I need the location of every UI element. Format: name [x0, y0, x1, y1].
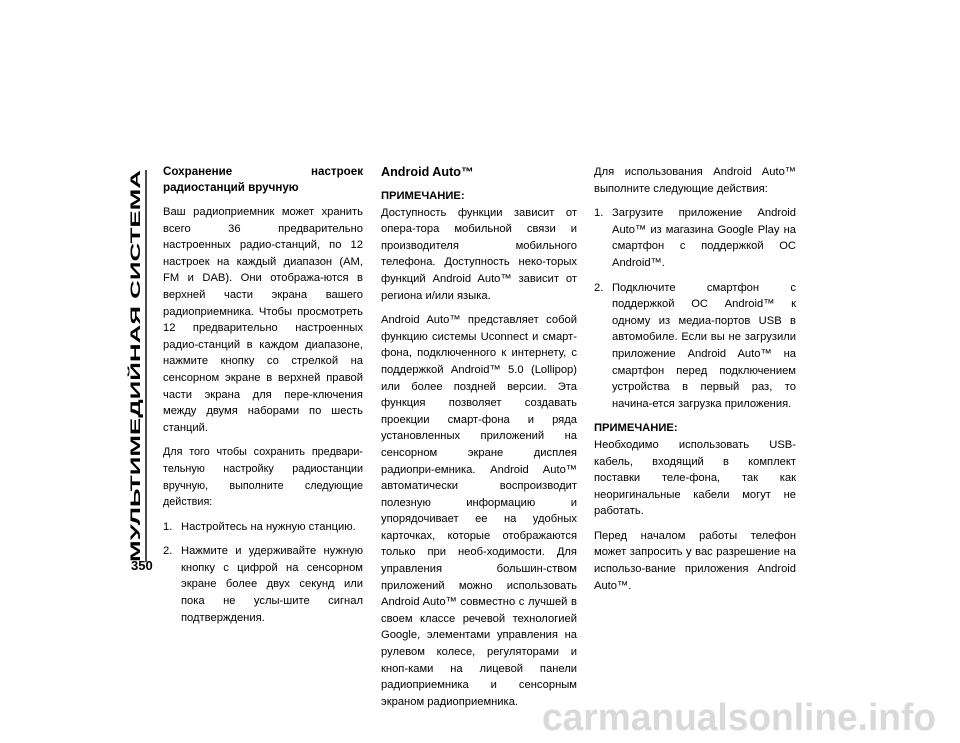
column-middle — [381, 164, 577, 718]
steps-list — [594, 205, 796, 412]
list-item — [163, 543, 363, 626]
list-item-text: Настройтесь на нужную станцию. — [181, 520, 356, 533]
list-item-text: Подключите смартфон с поддержкой ОС Android™ к одному из медиа-портов USB в автомобиле. Если вы не загрузили приложение Android Auto™ на смартфон перед подключением устройства в первый раз, то начина-ется загрузка приложения. — [612, 281, 796, 410]
paragraph: Для использования Android Auto™ выполните следующие действия: — [594, 166, 796, 195]
list-item-text: Загрузите приложение Android Auto™ из магазина Google Play на смартфон с поддержкой ОС Android™. — [612, 207, 796, 269]
paragraph: Для того чтобы сохранить предвари-тельную настройку радиостанции вручную, выполните следующие действия: — [163, 446, 363, 509]
paragraph: Перед началом работы телефон может запросить у вас разрешение на использо-вание приложения Android Auto™. — [594, 529, 796, 592]
note-text: Доступность функции зависит от опера-тора мобильной связи и производителя мобильного телефона. Доступность неко-торых функций Android Auto™ зависит от региона и/или языка. — [381, 206, 577, 302]
paragraph: Ваш радиоприемник может хранить всего 36 предварительно настроенных радио-станций, по 12 настроек на каждый диапазон (AM, FM и DAB). Они отобража-ются в верхней части экрана вашего радиоприемника. Чтобы просмотреть 12 предварительно настроенных радио-станций в каждом диапазоне, нажмите кнопку со стрелкой на сенсорном экране в верхней правой части экрана для пере-ключения между двумя наборами по шесть станций. — [163, 206, 363, 434]
side-section-title: МУЛЬТИМЕДИЙНАЯ СИСТЕМА — [128, 347, 144, 562]
list-item-number: 1. — [163, 520, 173, 533]
steps-list — [163, 519, 363, 627]
page-number: 350 — [131, 558, 153, 573]
list-item-text: Нажмите и удерживайте нужную кнопку с цифрой на сенсорном экране более двух секунд или пока не услы-шите сигнал подтверждения. — [181, 545, 363, 624]
list-item — [163, 519, 363, 536]
list-item-number: 2. — [594, 281, 604, 294]
section-heading-manual-presets: Сохранение настроек радиостанций вручную — [163, 165, 363, 194]
note-text: Необходимо использовать USB-кабель, входящий в комплект поставки теле-фона, так как неоригинальные кабели могут не работать. — [594, 438, 796, 518]
note-label: ПРИМЕЧАНИЕ: — [594, 422, 678, 435]
side-section-tab — [126, 170, 150, 562]
paragraph: Android Auto™ представляет собой функцию системы Uconnect и смарт-фона, подключенного к интернету, с поддержкой Android™ 5.0 (Lollipop) или более поздней версии. Эта функция позволяет создавать проекции смарт-фона и ряда установленных приложений на сенсорном экране дисплея радиопри-емника. Android Auto™ автоматически воспроизводит полезную информацию и упорядочивает ее на удобных карточках, которые отображаются только при необ-ходимости. Для управления большин-ством приложений можно использовать Android Auto™ совместно с лучшей в своем классе речевой технологией Google, элементами управления на рулевом колесе, регуляторами и кноп-ками на лицевой панели радиоприемника и сенсорным экраном радиоприемника. — [381, 314, 577, 708]
note-label: ПРИМЕЧАНИЕ: — [381, 190, 465, 202]
watermark-text: carmanualsonline.info — [542, 697, 936, 738]
list-item — [594, 205, 796, 271]
list-item-number: 2. — [163, 545, 173, 558]
section-heading-android-auto: Android Auto™ — [381, 165, 474, 179]
watermark — [542, 694, 938, 738]
column-left — [163, 164, 363, 634]
column-right — [594, 164, 796, 602]
list-item — [594, 280, 796, 413]
list-item-number: 1. — [594, 207, 604, 220]
